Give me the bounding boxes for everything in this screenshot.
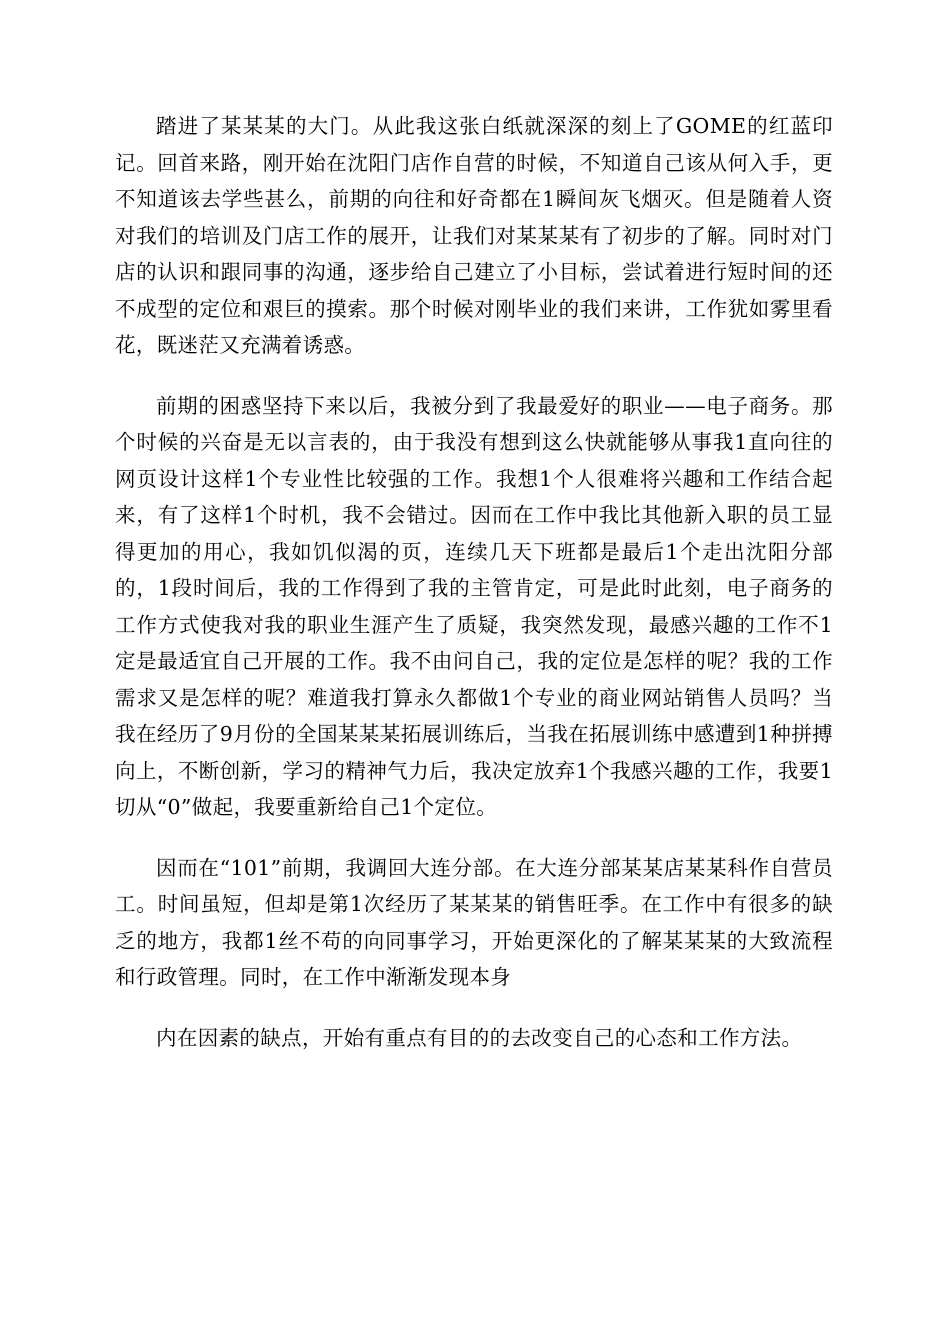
paragraph-3: 因而在“101”前期，我调回大连分部。在大连分部某某店某某科作自营员工。时间虽短，但却是第1次经历了某某某的销售旺季。在工作中有很多的缺乏的地方，我都1丝不苟的向同事学习，开始更深化的了解某某某的大致流程和行政管理。同时，在工作中渐渐发现本身 [115,855,833,989]
paragraph-2: 前期的困惑坚持下来以后，我被分到了我最爱好的职业——电子商务。那个时候的兴奋是无以言表的，由于我没有想到这么快就能够从事我1直向往的网页设计这样1个专业性比较强的工作。我想1个人很难将兴趣和工作结合起来，有了这样1个时机，我不会错过。因而在工作中我比其他新入职的员工显得更加的用心，我如饥似渴的页，连续几天下班都是最后1个走出沈阳分部的，1段时间后，我的工作得到了我的主管肯定，可是此时此刻，电子商务的工作方式使我对我的职业生涯产生了质疑，我突然发现，最感兴趣的工作不1定是最适宜自己开展的工作。我不由问自己，我的定位是怎样的呢？我的工作需求又是怎样的呢？难道我打算永久都做1个专业的商业网站销售人员吗？当我在经历了9月份的全国某某某拓展训练后，当我在拓展训练中感遭到1种拼搏向上，不断创新，学习的精神气力后，我决定放弃1个我感兴趣的工作，我要1切从“0”做起，我要重新给自己1个定位。 [115,393,833,819]
document-body [115,108,833,1056]
paragraph-4: 内在因素的缺点，开始有重点有目的的去改变自己的心态和工作方法。 [156,1025,803,1050]
paragraph-1: 踏进了某某某的大门。从此我这张白纸就深深的刻上了GOME的红蓝印记。回首来路，刚开始在沈阳门店作自营的时候，不知道自己该从何入手，更不知道该去学些甚么，前期的向往和好奇都在1瞬间灰飞烟灭。但是随着人资对我们的培训及门店工作的展开，让我们对某某某有了初步的了解。同时对门店的认识和跟同事的沟通，逐步给自己建立了小目标，尝试着进行短时间的还不成型的定位和艰巨的摸索。那个时候对刚毕业的我们来讲，工作犹如雾里看花，既迷茫又充满着诱惑。 [115,114,833,357]
